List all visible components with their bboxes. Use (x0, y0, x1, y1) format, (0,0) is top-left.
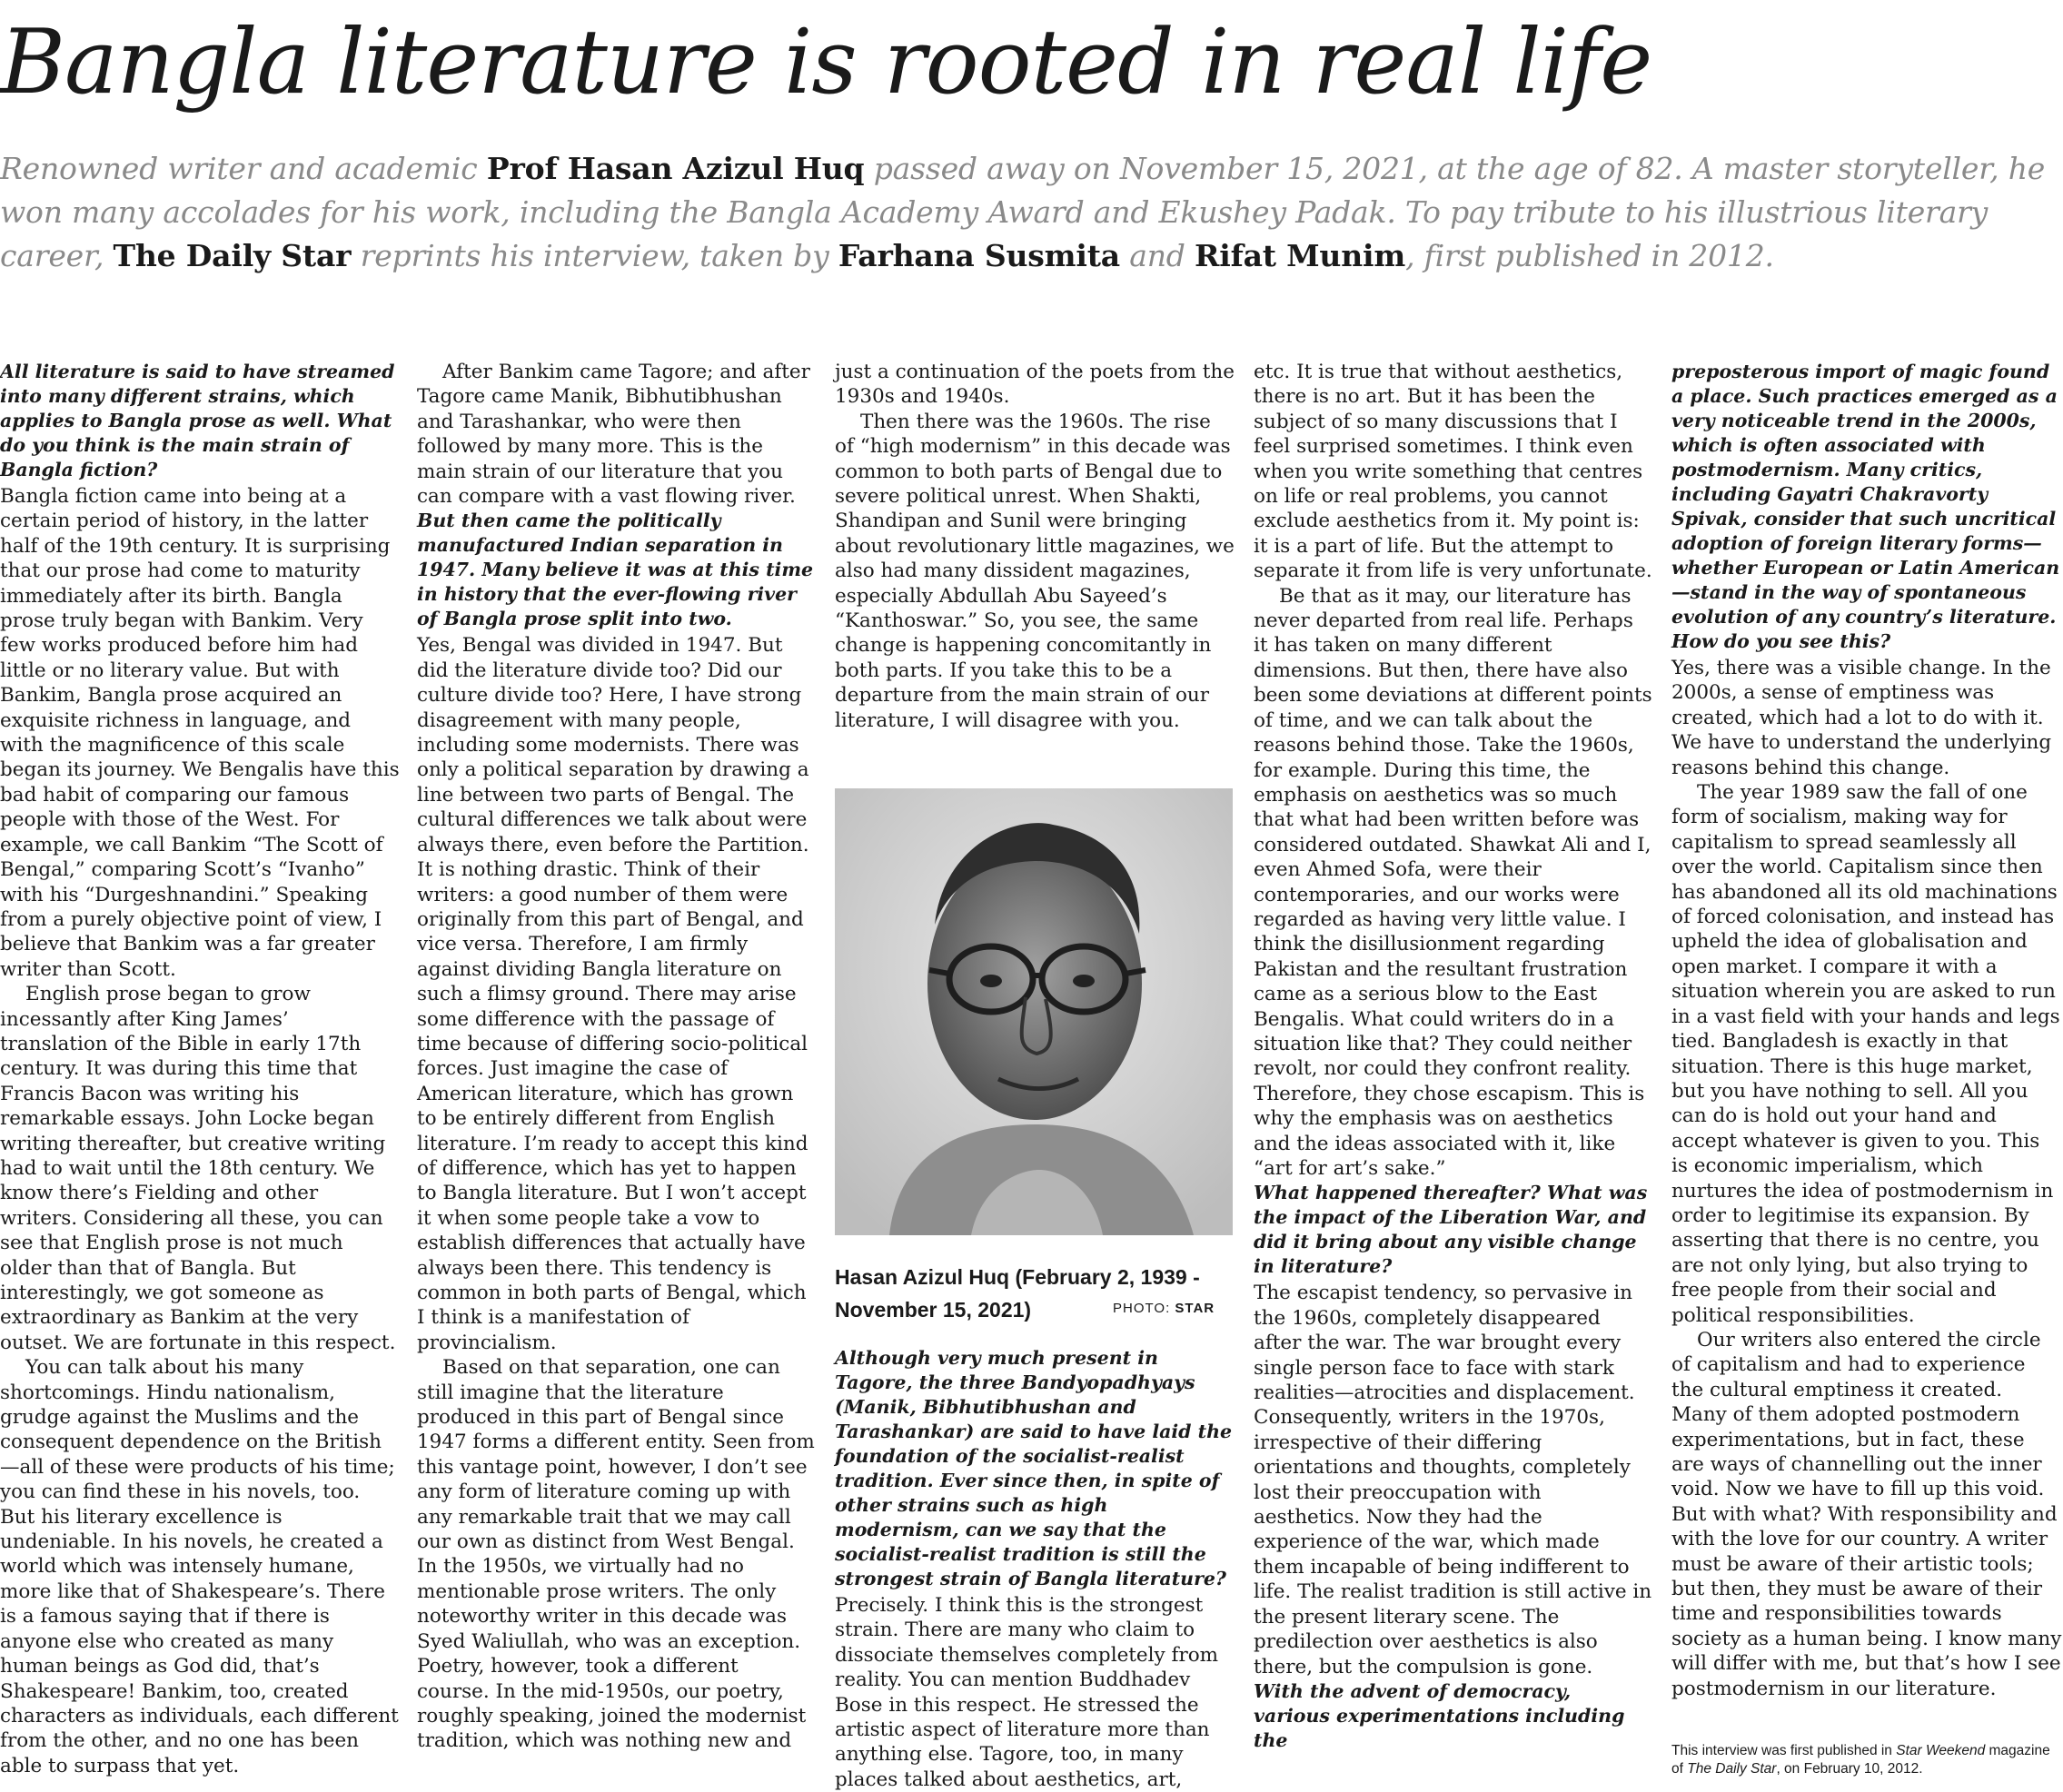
subject-name: Prof Hasan Azizul Huq (486, 151, 865, 186)
column-4 (1254, 360, 1653, 1755)
standfirst-text-2: passed away on November 15, 2021, at the age of 82. A master storyteller, he won many accolades for his work, including the Bangla Academy Award and Ekushey Padak. To pay tribute to his illustrious literary career, (0, 151, 2046, 273)
interviewer-name-1: Farhana Susmita (838, 238, 1120, 273)
interview-question: All literature is said to have streamed into many different strains, which applies to Bangla prose as well. What do you think is the main strain of Bangla fiction? (0, 361, 395, 480)
interviewer-name-2: Rifat Munim (1195, 238, 1406, 273)
portrait-photo (835, 788, 1233, 1235)
publication-footnote (1671, 1742, 2062, 1778)
interview-answer: You can talk about his many shortcomings. Hindu nationalism, grudge against the Muslims and the consequent dependence on the British—all of these were products of his time; you can find these in his novels, too. But his literary excellence is undeniable. In his novels, he created a world which was intensely humane, more like that of Shakespeare’s. There is a famous saying that if there is anyone else who created as many human beings as God did, that’s Shakespeare! Bankim, too, created characters as individuals, each different from the other, and no one has been able to surpass that yet. (0, 1356, 399, 1777)
interview-answer: Precisely. I think this is the strongest strain. There are many who claim to dissociate themselves completely from reality. You can mention Buddhadev Bose in this respect. He stressed the artistic aspect of literature more than anything else. Tagore, too, in many places talked about aesthetics, art, (835, 1594, 1219, 1791)
interview-answer: Yes, Bengal was divided in 1947. But did the literature divide too? Did our culture divide too? Here, I have strong disagreement with many people, including some modernists. There was only a political separation by drawing a line between two parts of Bengal. The cultural differences we talk about were always there, even before the Partition. It is nothing drastic. Think of their writers: a good number of them were originally from this part of Bengal, and vice versa. Therefore, I am firmly against dividing Bangla literature on such a flimsy ground. There may arise some difference with the passage of time because of differing socio-political forces. Just imagine the case of American literature, which has grown to be entirely different from English literature. I’m ready to accept this kind of difference, which has yet to happen to Bangla literature. But I won’t accept it when some people take a vow to establish differences that actually have always been there. This tendency is common in both parts of Bengal, which I think is a manifestation of provincialism. (417, 634, 809, 1354)
credit-label: PHOTO: (1113, 1301, 1175, 1316)
portrait-illustration (835, 788, 1233, 1235)
photo-credit (1113, 1301, 1215, 1316)
publication-name: The Daily Star (113, 238, 352, 273)
standfirst-text-4: and (1119, 238, 1195, 273)
interview-question: Although very much present in Tagore, the three Bandyopadhyays (Manik, Bibhutibhushan and Tarashankar) are said to have laid the foundation of the socialist-realist tradition. Ever since then, in spite of other strains such as high modernism, can we say that the socialist-realist tradition is still the strongest strain of Bangla literature? (835, 1347, 1233, 1589)
footnote-text: This interview was first published in (1671, 1743, 1897, 1758)
interview-answer: Then there was the 1960s. The rise of “high modernism” in this decade was common to both parts of Bengal due to severe political unrest. When Shakti, Shandipan and Sunil were bringing about revolutionary little magazines, we also had many dissident magazines, especially Abdullah Abu Sayeed’s “Kanthoswar.” So, you see, the same change is happening concomitantly in both parts. If you take this to be a departure from the main strain of our literature, I will disagree with you. (835, 410, 1235, 732)
interview-answer: Be that as it may, our literature has never departed from real life. Perhaps it has taken on many different dimensions. But then, there have also been some deviations at different points of time, and we can talk about the reasons behind those. Take the 1960s, for example. During this time, the emphasis on aesthetics was so much that what had been written before was considered outdated. Shawkat Ali and I, even Ahmed Sofa, were their contemporaries, and our works were regarded as having very little value. I think the disillusionment regarding Pakistan and the resultant frustration came as a serious blow to the East Bengalis. What could writers do in a situation like that? They could neither revolt, nor could they confront reality. Therefore, they chose escapism. This is why the emphasis was on aesthetics and the ideas associated with it, like “art for art’s sake.” (1254, 584, 1652, 1180)
column-5 (1671, 360, 2062, 1701)
interview-answer: Bangla fiction came into being at a certain period of history, in the latter half of the 19th century. It is surprising that our prose had come to maturity immediately after its birth. Bangla prose truly began with Bankim. Very few works produced before him had little or no literary value. But with Bankim, Bangla prose acquired an exquisite richness in language, and with the magnificence of this scale began its journey. We Bengalis have this bad habit of comparing our famous people with those of the West. For example, we call Bankim “The Scott of Bengal,” comparing Scott’s “Ivanho” with his “Durgeshnandini.” Speaking from a purely objective point of view, I believe that Bankim was a far greater writer than Scott. (0, 485, 400, 981)
interview-answer: Yes, there was a visible change. In the 2000s, a sense of emptiness was created, which had a lot to do with it. We have to understand the underlying reasons behind this change. (1671, 657, 2052, 779)
interview-question: But then came the politically manufactured Indian separation in 1947. Many believe it was at this time in history that the ever-flowing river of Bangla prose split into two. (417, 510, 814, 630)
footnote-text: magazine of (1671, 1743, 2050, 1777)
footnote-text: , on February 10, 2012. (1776, 1761, 1923, 1777)
interview-answer: just a continuation of the poets from the 1930s and 1940s. (835, 361, 1235, 409)
interview-answer: English prose began to grow incessantly after King James’ translation of the Bible in early 17th century. It was during this time that Francis Bacon was writing his remarkable essays. John Locke began writing thereafter, but creative writing had to wait until the 18th century. We know there’s Fielding and other writers. Considering all these, you can see that English prose is not much older than that of Bangla. But interestingly, we got someone as extraordinary as Bankim at the very outset. We are fortunate in this respect. (0, 983, 396, 1354)
interview-question: What happened thereafter? What was the impact of the Liberation War, and did it bring about any visible change in literature? (1254, 1182, 1648, 1278)
headline: Bangla literature is rooted in real life (0, 11, 1652, 114)
column-1 (0, 360, 400, 1778)
footnote-magazine: Star Weekend (1896, 1743, 1986, 1758)
column-3 (835, 360, 1235, 733)
interview-answer: Based on that separation, one can still imagine that the literature produced in this part of Bengal since 1947 forms a different entity. Seen from this vantage point, however, I don’t see any form of literature coming up with any remarkable trait that we may call our own as distinct from West Bengal. In the 1950s, we virtually had no mentionable prose writers. The only noteworthy writer in this decade was Syed Waliullah, who was an exception. Poetry, however, took a different course. In the mid-1950s, our poetry, roughly speaking, joined the modernist tradition, which was nothing new and (417, 1356, 815, 1753)
column-3-lower (835, 1346, 1235, 1792)
interview-answer: The year 1989 saw the fall of one form of socialism, making way for capitalism to spread seamlessly all over the world. Capitalism since then has abandoned all its old machinations of forced colonisation, and instead has upheld the idea of globalisation and open market. I compare it with a situation wherein you are asked to run in a vast field with your hands and legs tied. Bangladesh is exactly in that situation. There is this huge market, but you have nothing to sell. All you can do is hold out your hand and accept whatever is given to you. This is economic imperialism, which nurtures the idea of postmodernism in order to legitimise its expansion. By asserting that there is no centre, you are not only lying, but also trying to free people from their social and political responsibilities. (1671, 781, 2060, 1327)
footnote-newspaper: The Daily Star (1687, 1761, 1777, 1777)
standfirst (0, 147, 2058, 278)
standfirst-text-5: , first published in 2012. (1405, 238, 1774, 273)
standfirst-text-3: reprints his interview, taken by (351, 238, 838, 273)
interview-answer: etc. It is true that without aesthetics, there is no art. But it has been the subject of so many discussions that I feel surprised sometimes. I think even when you write something that centres on life or real problems, you cannot exclude aesthetics from it. My point is: it is a part of life. But the attempt to separate it from life is very unfortunate. (1254, 361, 1652, 583)
interview-answer: The escapist tendency, so pervasive in the 1960s, completely disappeared after the war. The war brought every single person face to face with stark realities—atrocities and displacement. Consequently, writers in the 1970s, irrespective of their differing orientations and thoughts, completely lost their preoccupation with aesthetics. Now they had the experience of the war, which made them incapable of being indifferent to life. The realist tradition is still active in the present literary scene. The predilection over aesthetics is also there, but the compulsion is gone. (1254, 1282, 1652, 1678)
interview-answer: Our writers also entered the circle of capitalism and had to experience the cultural emptiness it created. Many of them adopted postmodern experimentations, but in fact, these are ways of channelling out the inner void. Now we have to fill up this void. But with what? With responsibility and with the love for our country. A writer must be aware of their artistic tools; but then, they must be aware of their time and responsibilities towards society as a human being. I know many will differ with me, but that’s how I see postmodernism in our literature. (1671, 1328, 2062, 1700)
column-2 (417, 360, 817, 1754)
interview-question: With the advent of democracy, various experimentations including the (1254, 1679, 1625, 1751)
interview-question: preposterous import of magic found a place. Such practices emerged as a very noticeable trend in the 2000s, which is often associated with postmodernism. Many critics, including Gayatri Chakravorty Spivak, consider that such uncritical adoption of foreign literary forms—whether European or Latin American—stand in the way of spontaneous evolution of any country’s literature. How do you see this? (1671, 361, 2060, 652)
standfirst-text-1: Renowned writer and academic (0, 151, 487, 186)
interview-answer: After Bankim came Tagore; and after Tagore came Manik, Bibhutibhushan and Tarashankar, who were then followed by many more. This is the main strain of our literature that you can compare with a vast flowing river. (417, 361, 810, 509)
caption-text: Hasan Azizul Huq (February 2, 1939 - November 15, 2021) (835, 1265, 1200, 1322)
photo-caption (835, 1261, 1235, 1326)
credit-source: STAR (1175, 1301, 1215, 1316)
